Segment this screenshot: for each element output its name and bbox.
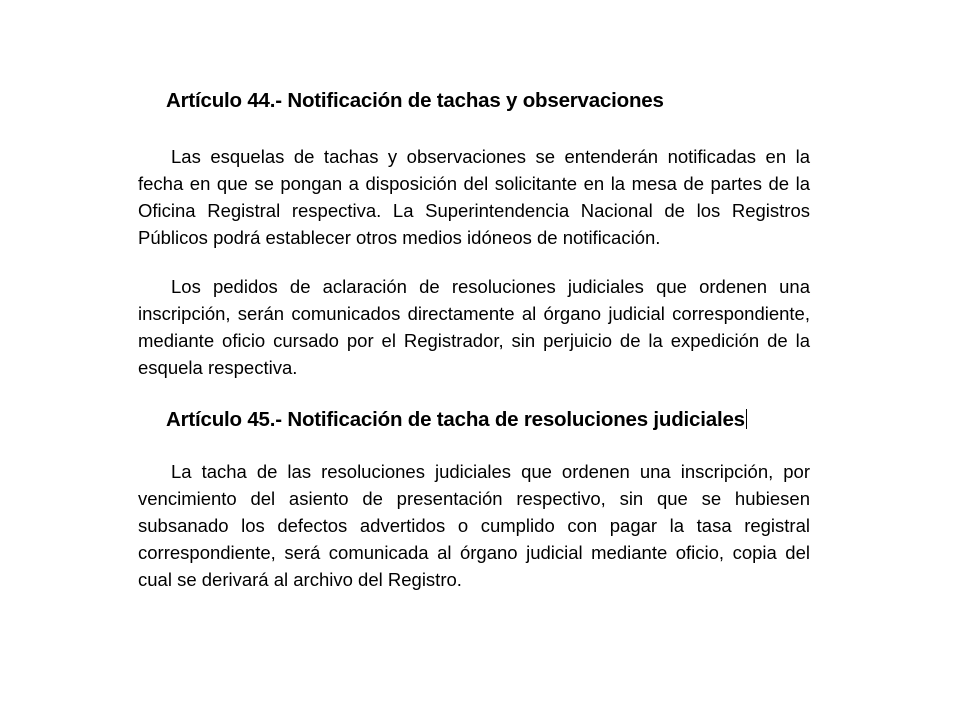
text-cursor xyxy=(746,409,747,429)
article-44-heading: Artículo 44.- Notificación de tachas y observaciones xyxy=(166,89,664,112)
article-44-paragraph-1: Las esquelas de tachas y observaciones se entenderán notificadas en la fecha en que se pongan a disposición del solicitante en la mesa de partes de la Oficina Registral respectiva. La Superintendencia Nacional de los Registros Públicos podrá establecer otros medios idóneos de notificación. xyxy=(138,146,810,248)
article-45-paragraph-1: La tacha de las resoluciones judiciales que ordenen una inscripción, por vencimiento del asiento de presentación respectivo, sin que se hubiesen subsanado los defectos advertidos o cumplido con pagar la tasa registral correspondiente, será comunicada al órgano judicial mediante oficio, copia del cual se derivará al archivo del Registro. xyxy=(138,461,810,590)
article-45-heading-line xyxy=(166,407,747,433)
article-44-paragraph-2: Los pedidos de aclaración de resoluciones judiciales que ordenen una inscripción, serán comunicados directamente al órgano judicial correspondiente, mediante oficio cursado por el Registrador, sin perjuicio de la expedición de la esquela respectiva. xyxy=(138,276,810,378)
article-45-heading: Artículo 45.- Notificación de tacha de resoluciones judiciales xyxy=(166,408,745,431)
